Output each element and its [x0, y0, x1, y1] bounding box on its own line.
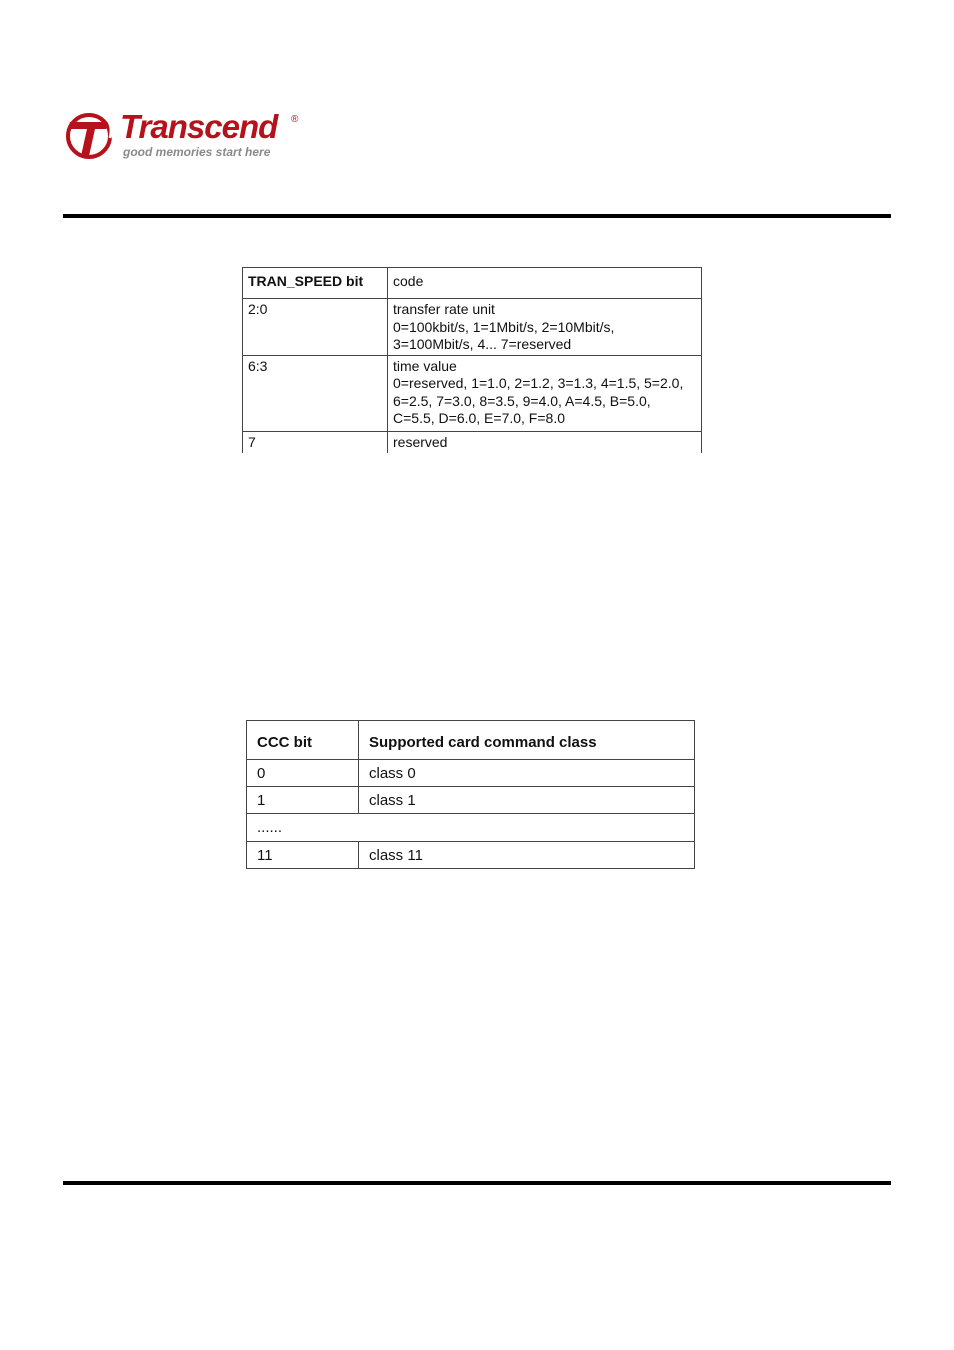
code-line: 6=2.5, 7=3.0, 8=3.5, 9=4.0, A=4.5, B=5.0,	[393, 392, 651, 409]
code-line: C=5.5, D=6.0, E=7.0, F=8.0	[393, 410, 565, 426]
logo-registered-mark: ®	[291, 114, 299, 125]
ellipsis-cell: ......	[247, 814, 695, 842]
code-line: 0=100kbit/s, 1=1Mbit/s, 2=10Mbit/s,	[393, 318, 615, 335]
tran-speed-table	[242, 267, 702, 453]
table-row	[243, 355, 702, 431]
table-row	[247, 760, 695, 787]
code-line: 3=100Mbit/s, 4... 7=reserved	[393, 336, 572, 352]
footer-rule	[63, 1181, 891, 1185]
class-cell: class 11	[359, 842, 695, 869]
transcend-logo-icon	[64, 110, 118, 160]
bit-cell: 2:0	[243, 299, 388, 356]
ccc-table	[246, 720, 695, 869]
logo-tagline: good memories start here	[123, 145, 271, 159]
bit-cell: 6:3	[243, 355, 388, 431]
bit-cell: 11	[247, 842, 359, 869]
code-line: transfer rate unit	[393, 301, 495, 317]
table-row	[243, 299, 702, 356]
table-row	[247, 787, 695, 814]
logo-wordmark: Transcend	[120, 108, 278, 145]
class-cell: class 1	[359, 787, 695, 814]
table-header-row	[243, 268, 702, 299]
class-cell: class 0	[359, 760, 695, 787]
bit-cell: 1	[247, 787, 359, 814]
table-row	[243, 431, 702, 453]
column-header-bit: TRAN_SPEED bit	[243, 268, 388, 299]
bit-cell: 0	[247, 760, 359, 787]
table-row-ellipsis	[247, 814, 695, 842]
transcend-logo	[64, 110, 314, 164]
header-rule	[63, 214, 891, 218]
column-header-command-class: Supported card command class	[359, 721, 695, 760]
table-header-row	[247, 721, 695, 760]
bit-cell: 7	[243, 431, 388, 453]
code-line: time value	[393, 357, 457, 374]
table-row	[247, 842, 695, 869]
code-line: 0=reserved, 1=1.0, 2=1.2, 3=1.3, 4=1.5, 5=2.0,	[393, 375, 684, 391]
code-cell	[388, 431, 702, 453]
code-cell	[388, 299, 702, 356]
column-header-code: code	[388, 268, 702, 299]
code-line: reserved	[393, 433, 448, 450]
code-cell	[388, 355, 702, 431]
column-header-ccc-bit: CCC bit	[247, 721, 359, 760]
